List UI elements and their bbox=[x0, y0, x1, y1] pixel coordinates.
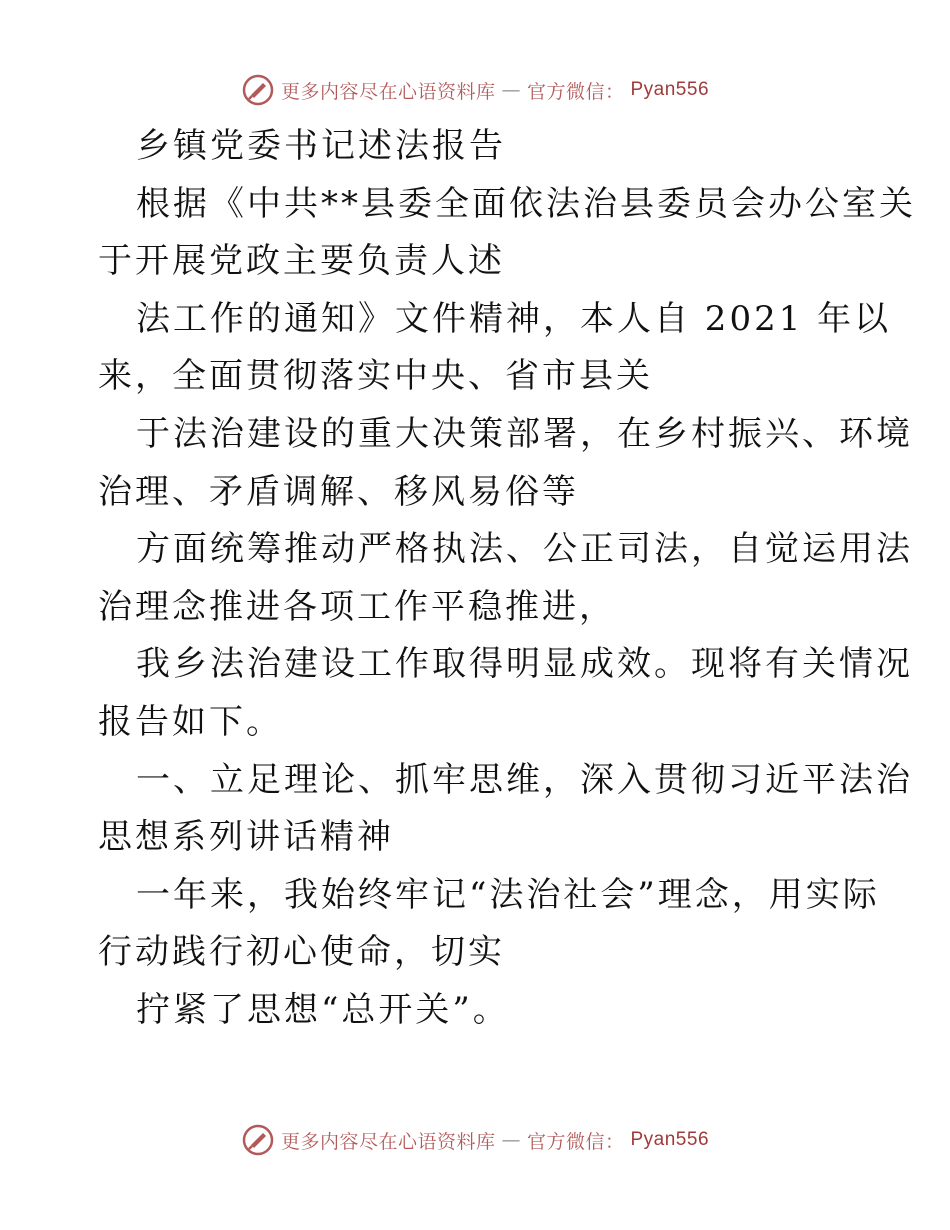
logo-icon bbox=[241, 73, 275, 107]
watermark-id: Pyan556 bbox=[630, 1129, 710, 1150]
watermark-label: 官方微信： bbox=[526, 80, 625, 103]
watermark-label: 官方微信： bbox=[526, 1130, 625, 1153]
paragraph-line: 治理、矛盾调解、移风易俗等 bbox=[98, 471, 579, 512]
paragraph-line: 报告如下。 bbox=[98, 701, 283, 742]
watermark-separator: — bbox=[501, 1129, 521, 1151]
paragraph-line: 我乡法治建设工作取得明显成效。现将有关情况 bbox=[136, 644, 913, 685]
paragraph-line: 治理念推进各项工作平稳推进， bbox=[98, 586, 616, 627]
paragraph-line: 于法治建设的重大决策部署，在乡村振兴、环境 bbox=[136, 413, 913, 454]
watermark-separator: — bbox=[501, 79, 521, 101]
logo-icon bbox=[241, 1123, 275, 1157]
paragraph-line: 来，全面贯彻落实中央、省市县关 bbox=[98, 356, 653, 397]
watermark-text: 更多内容尽在心语资料库 bbox=[280, 80, 496, 103]
watermark-id: Pyan556 bbox=[630, 79, 710, 100]
section-heading: 一、立足理论、抓牢思维，深入贯彻习近平法治 bbox=[136, 759, 913, 800]
paragraph-line: 拧紧了思想“总开关”。 bbox=[136, 989, 510, 1030]
document-body bbox=[98, 118, 916, 1040]
paragraph-line: 法工作的通知》文件精神，本人自 2021 年以 bbox=[136, 298, 892, 339]
section-heading: 思想系列讲话精神 bbox=[98, 817, 394, 858]
watermark-text: 更多内容尽在心语资料库 bbox=[280, 1130, 496, 1153]
paragraph-line: 一年来，我始终牢记“法治社会”理念，用实际 bbox=[136, 874, 880, 915]
paragraph-line: 方面统筹推动严格执法、公正司法，自觉运用法 bbox=[136, 529, 913, 570]
paragraph-line: 根据《中共**县委全面依法治县委员会办公室关 bbox=[136, 183, 916, 224]
document-title: 乡镇党委书记述法报告 bbox=[136, 126, 506, 166]
paragraph-line: 于开展党政主要负责人述 bbox=[98, 241, 505, 282]
paragraph-line: 行动践行初心使命，切实 bbox=[98, 932, 505, 973]
footer-watermark bbox=[0, 1120, 950, 1160]
header-watermark bbox=[0, 70, 950, 110]
